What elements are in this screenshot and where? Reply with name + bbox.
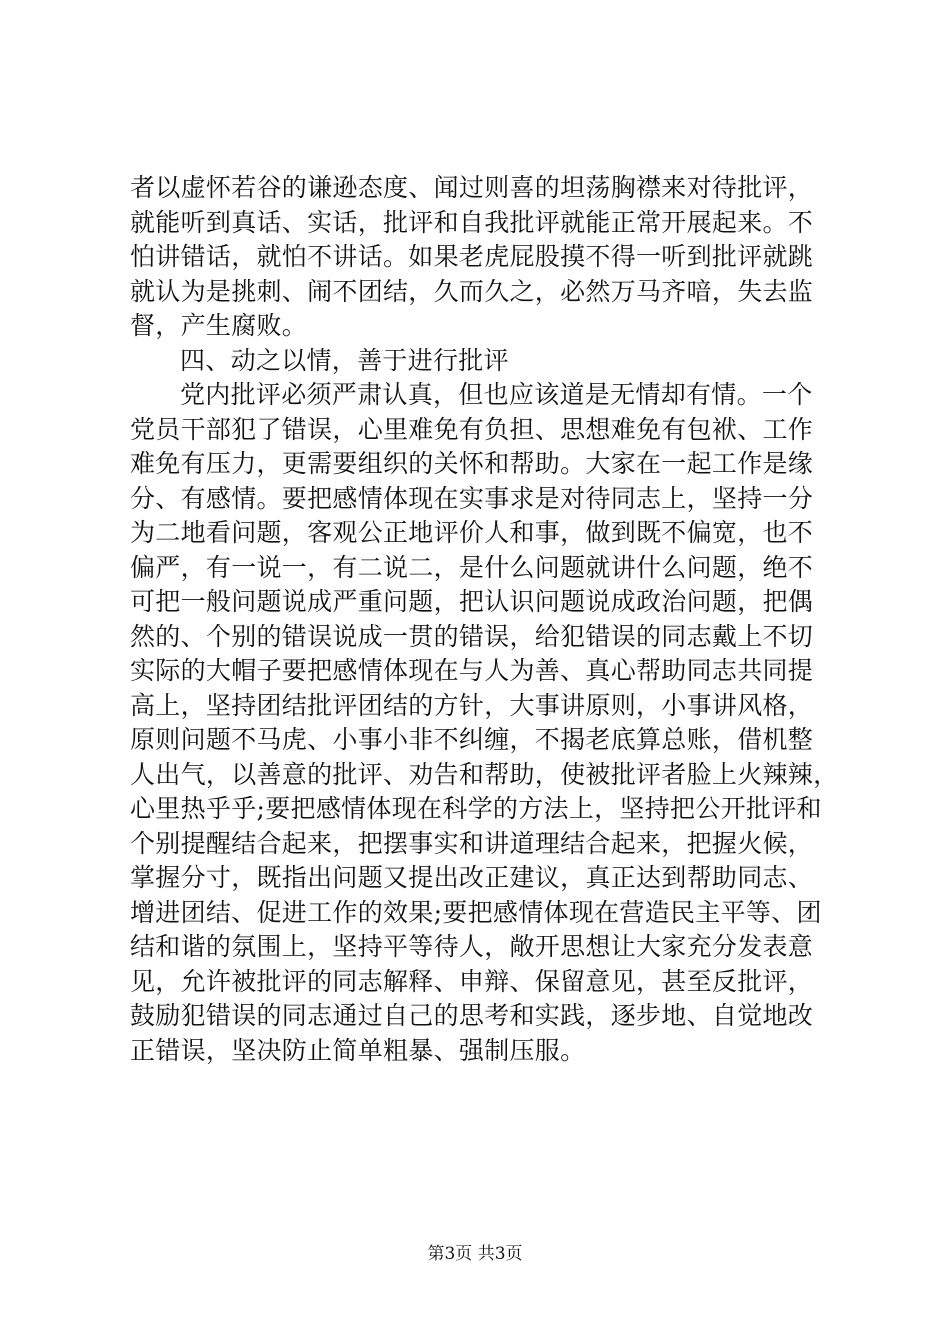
text-line: 分、有感情。要把感情体现在实事求是对待同志上，坚持一分 [130, 483, 814, 513]
text-line: 鼓励犯错误的同志通过自己的思考和实践，逐步地、自觉地改 [130, 1001, 814, 1030]
text-line: 为二地看问题，客观公正地评价人和事，做到既不偏宽，也不 [130, 518, 814, 547]
page-number: 第3页 共3页 [427, 1244, 523, 1264]
text-line: 实际的大帽子要把感情体现在与人为善、真心帮助同志共同提 [130, 656, 814, 685]
section-heading: 四、动之以情，善于进行批评 [180, 345, 509, 375]
text-line: 偏严，有一说一，有二说二，是什么问题就讲什么问题，绝不 [130, 552, 814, 582]
text-line: 就认为是挑刺、闹不团结，久而久之，必然万马齐喑，失去监 [130, 276, 814, 306]
text-line: 正错误，坚决防止简单粗暴、强制压服。 [130, 1035, 586, 1065]
text-line: 者以虚怀若谷的谦逊态度、闻过则喜的坦荡胸襟来对待批评， [130, 173, 814, 202]
text-line: 就能听到真话、实话，批评和自我批评就能正常开展起来。不 [130, 207, 814, 237]
text-line: 高上，坚持团结批评团结的方针，大事讲原则，小事讲风格， [130, 690, 814, 720]
text-line: 结和谐的氛围上，坚持平等待人，敞开思想让大家充分发表意 [130, 932, 814, 961]
text-line: 难免有压力，更需要组织的关怀和帮助。大家在一起工作是缘 [130, 449, 814, 478]
text-line: 原则问题不马虎、小事小非不纠缠，不揭老底算总账，借机整 [130, 725, 814, 754]
text-line: 怕讲错话，就怕不讲话。如果老虎屁股摸不得一听到批评就跳 [130, 242, 814, 271]
text-line: 督，产生腐败。 [130, 311, 308, 340]
text-line: 党员干部犯了错误，心里难免有负担、思想难免有包袱、工作 [130, 414, 814, 444]
text-line: 心里热乎乎;要把感情体现在科学的方法上，坚持把公开批评和 [130, 794, 822, 823]
document-body [130, 171, 839, 1068]
text-line: 可把一般问题说成严重问题，把认识问题说成政治问题，把偶 [130, 587, 814, 616]
text-line: 个别提醒结合起来，把摆事实和讲道理结合起来，把握火候， [130, 828, 814, 858]
text-line: 然的、个别的错误说成一贯的错误，给犯错误的同志戴上不切 [130, 621, 814, 651]
text-line: 党内批评必须严肃认真，但也应该道是无情却有情。一个 [180, 380, 813, 409]
text-line: 见，允许被批评的同志解释、申辩、保留意见，甚至反批评， [130, 966, 814, 996]
text-line: 掌握分寸，既指出问题又提出改正建议，真正达到帮助同志、 [130, 863, 814, 892]
text-line: 增进团结、促进工作的效果;要把感情体现在营造民主平等、团 [130, 897, 822, 927]
page-footer [0, 1243, 950, 1265]
text-line: 人出气，以善意的批评、劝告和帮助，使被批评者脸上火辣辣， [130, 759, 839, 789]
